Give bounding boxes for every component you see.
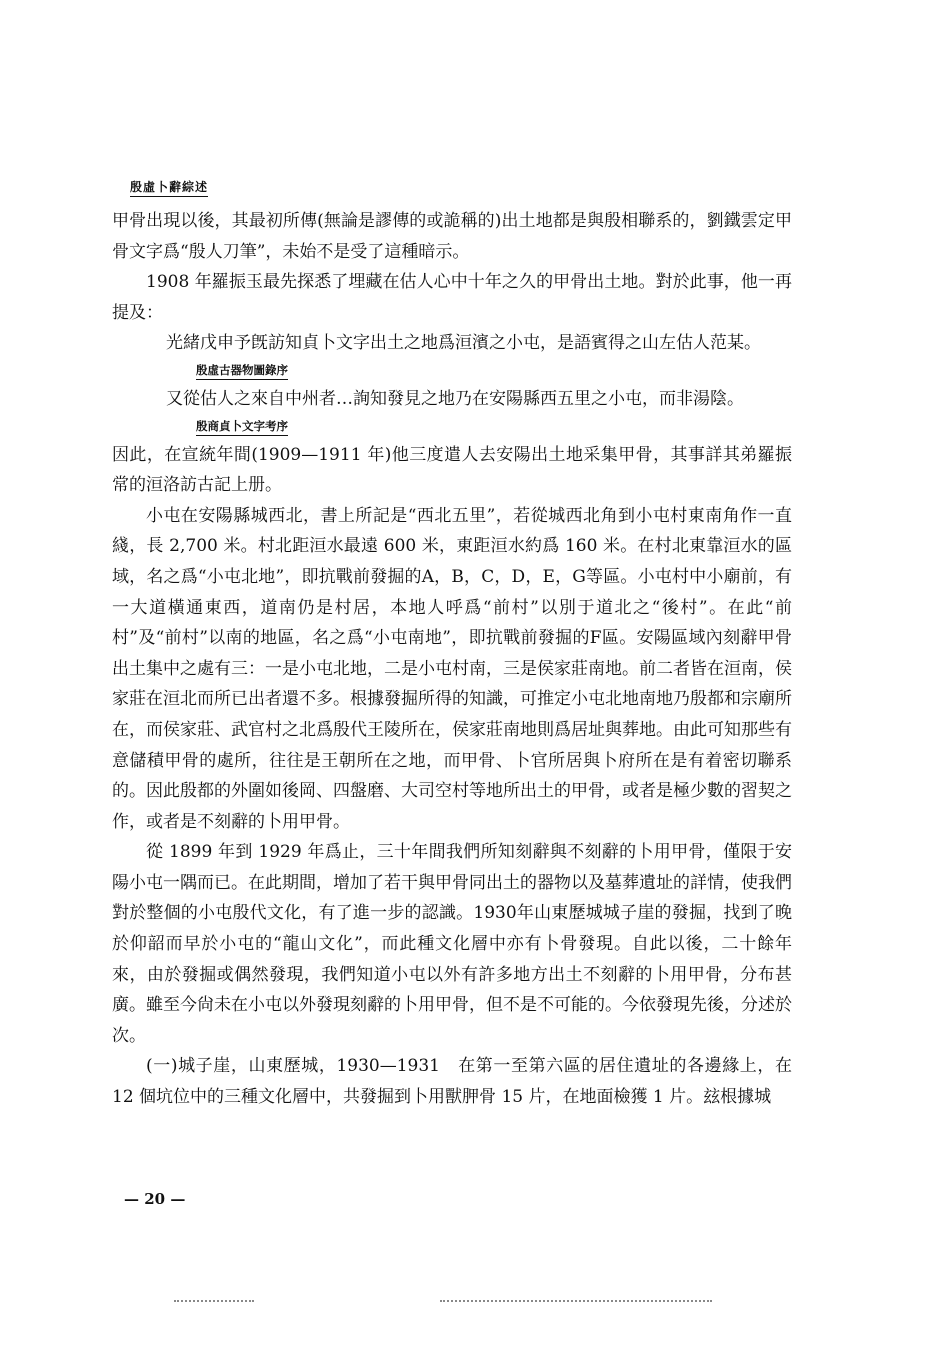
paragraph-6: (一)城子崖，山東歷城，1930—1931 在第一至第六區的居住遺址的各邊緣上，在 12 個坑位中的三種文化層中，共發掘到卜用獸胛骨 15 片，在地面檢獲 1 片。玆根據城	[112, 1056, 792, 1108]
running-head: 殷虛卜辭綜述	[130, 178, 208, 197]
paragraph-5: 從 1899 年到 1929 年爲止，三十年間我們所知刻辭與不刻辭的卜用甲骨，僅限于安陽小屯一隅而已。在此期間，增加了若干與甲骨同出土的器物以及墓葬遺址的詳情，使我們對於整個的小屯殷代文化，有了進一步的認識。1930年山東歷城城子崖的發掘，找到了晚於仰韶而早於小屯的“龍山文化”，而此種文化層中亦有卜骨發現。自此以後，二十餘年來，由於發掘或偶然發現，我們知道小屯以外有許多地方出土不刻辭的卜用甲骨，分布甚廣。雖至今尙未在小屯以外發現刻辭的卜用甲骨，但不是不可能的。今依發現先後，分述於次。	[112, 842, 792, 1046]
page-number: — 20 —	[124, 1190, 186, 1208]
scan-artifact	[174, 1300, 254, 1304]
quotation-1-source: 殷虛古器物圖錄序	[196, 361, 288, 380]
main-text	[112, 206, 792, 1113]
paragraph-3: 因此，在宣統年間(1909—1911 年)他三度遣人去安陽出土地采集甲骨，其事詳其弟羅振常的洹洛訪古記上册。	[112, 444, 792, 496]
quotation-1: 光緒戊申予旣訪知貞卜文字出土之地爲洹濱之小屯，是語賓得之山左估人范某。	[166, 333, 761, 354]
quotation-2: 又從估人之來自中州者…詢知發見之地乃在安陽縣西五里之小屯，而非湯陰。	[166, 388, 744, 409]
scan-artifact	[440, 1300, 712, 1304]
paragraph-1: 甲骨出現以後，其最初所傳(無論是謬傳的或詭稱的)出土地都是與殷相聯系的，劉鐵雲定甲骨文字爲“殷人刀筆”，未始不是受了這種暗示。	[112, 211, 792, 262]
paragraph-2: 1908 年羅振玉最先探悉了埋藏在估人心中十年之久的甲骨出土地。對於此事，他一再提及：	[112, 272, 792, 323]
paragraph-4: 小屯在安陽縣城西北，書上所記是“西北五里”，若從城西北角到小屯村東南角作一直綫，長 2,700 米。村北距洹水最遠 600 米，東距洹水約爲 160 米。在村北東靠洹水的區域，名之爲“小屯北地”，即抗戰前發掘的A，B，C，D，E，G等區。小屯村中小廟前，有一大道橫通東西，道南仍是村居，本地人呼爲“前村”以別于道北之“後村”。在此“前村”及“前村”以南的地區，名之爲“小屯南地”，即抗戰前發掘的F區。安陽區域內刻辭甲骨出土集中之處有三：一是小屯北地，二是小屯村南，三是侯家莊南地。前二者皆在洹南，侯家莊在洹北而所已出者還不多。根據發掘所得的知識，可推定小屯北地南地乃殷都和宗廟所在，而侯家莊、武官村之北爲殷代王陵所在，侯家莊南地則爲居址與葬地。由此可知那些有意儲積甲骨的處所，往往是王朝所在之地，而甲骨、卜官所居與卜府所在是有着密切聯系的。因此殷都的外圍如後岡、四盤磨、大司空村等地所出土的甲骨，或者是極少數的習契之作，或者是不刻辭的卜用甲骨。	[112, 505, 792, 832]
quotation-2-source: 殷商貞卜文字考序	[196, 417, 288, 436]
